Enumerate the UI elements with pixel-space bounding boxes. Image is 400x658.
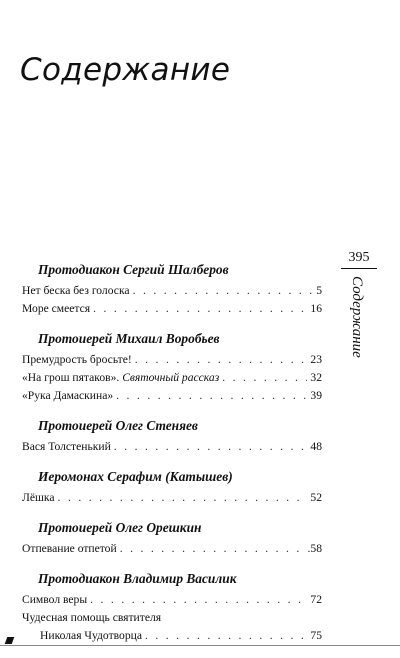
- entry-title-text: Николая Чудотворца: [40, 629, 142, 642]
- entry-title: [22, 387, 113, 405]
- dot-leader: [58, 489, 308, 507]
- section-author: Иеромонах Серафим (Катышев): [38, 469, 233, 484]
- entry-title: [22, 369, 219, 387]
- entry-page-number: 5: [316, 284, 322, 297]
- dot-leader: [133, 282, 314, 300]
- entry-subtitle: Святочный рассказ: [122, 371, 220, 384]
- corner-mark: [5, 637, 15, 644]
- entry-title: [40, 627, 142, 645]
- section-author: Протодиакон Сергий Шалберов: [38, 262, 229, 277]
- entry-title: [22, 540, 117, 558]
- entry-title-text: «На грош пятаков».: [22, 371, 120, 384]
- toc-section: [22, 262, 322, 318]
- dot-leader: [93, 300, 307, 318]
- entry-title: [22, 300, 90, 318]
- toc-entry: [22, 300, 322, 318]
- toc-section: [22, 469, 322, 507]
- toc-section: [22, 520, 322, 558]
- toc-section: [22, 331, 322, 405]
- section-author: Протодиакон Владимир Василик: [38, 571, 237, 586]
- entry-title-text: Лёшка: [22, 491, 55, 504]
- dot-leader: [222, 369, 307, 387]
- dot-leader: [90, 591, 307, 609]
- toc-section: [22, 418, 322, 456]
- toc-entry: [22, 591, 322, 609]
- entry-title-text: «Рука Дамаскина»: [22, 389, 114, 402]
- entry-page-number: 72: [310, 593, 322, 606]
- dot-leader: [116, 387, 307, 405]
- entry-page-number: 32: [310, 371, 322, 384]
- section-author: Протоиерей Михаил Воробьев: [38, 331, 220, 346]
- toc-entry: [22, 540, 322, 558]
- dot-leader: [114, 438, 308, 456]
- entry-title: [22, 351, 132, 369]
- toc-entry: [22, 282, 322, 300]
- entry-page-number: 23: [310, 353, 322, 366]
- page-bottom-edge: [0, 645, 400, 646]
- toc-entry: [22, 387, 322, 405]
- toc-section: [22, 571, 322, 645]
- entry-page-number: 75: [310, 629, 322, 642]
- entry-title-text: Вася Толстенький: [22, 440, 111, 453]
- toc-entry: [22, 351, 322, 369]
- entry-title-text: Море смеется: [22, 302, 91, 315]
- dot-leader: [145, 627, 307, 645]
- entry-title-text: Отпевание отпетой: [22, 542, 117, 555]
- entry-title: [22, 438, 111, 456]
- toc-entry: [22, 609, 322, 627]
- entry-title-text: Чудесная помощь святителя: [22, 611, 162, 624]
- page-number: 395: [348, 250, 370, 265]
- toc-entry: [22, 627, 322, 645]
- dot-leader: [135, 351, 308, 369]
- toc-entry: [22, 369, 322, 387]
- section-author: Протоиерей Олег Стеняев: [38, 418, 198, 433]
- page-title: Содержание: [20, 52, 231, 88]
- toc-entry: [22, 489, 322, 507]
- entry-title-text: Символ веры: [22, 593, 88, 606]
- section-author: Протоиерей Олег Орешкин: [38, 520, 202, 535]
- table-of-contents: [22, 262, 322, 658]
- entry-page-number: 48: [310, 440, 322, 453]
- entry-title-text: Премудрость бросьте!: [22, 353, 132, 366]
- entry-title: [22, 591, 87, 609]
- entry-title: [22, 282, 130, 300]
- entry-page-number: 16: [310, 302, 322, 315]
- entry-page-number: 52: [310, 491, 322, 504]
- dot-leader: [120, 540, 305, 558]
- entry-title: [22, 609, 161, 627]
- entry-page-number: 39: [310, 389, 322, 402]
- entry-title-text: Нет беска без голоска: [22, 284, 130, 297]
- entry-page-number: .58: [307, 542, 322, 555]
- entry-title: [22, 489, 55, 507]
- running-header: Содержание: [349, 276, 365, 358]
- page-number-rule: [341, 268, 377, 269]
- toc-entry: [22, 438, 322, 456]
